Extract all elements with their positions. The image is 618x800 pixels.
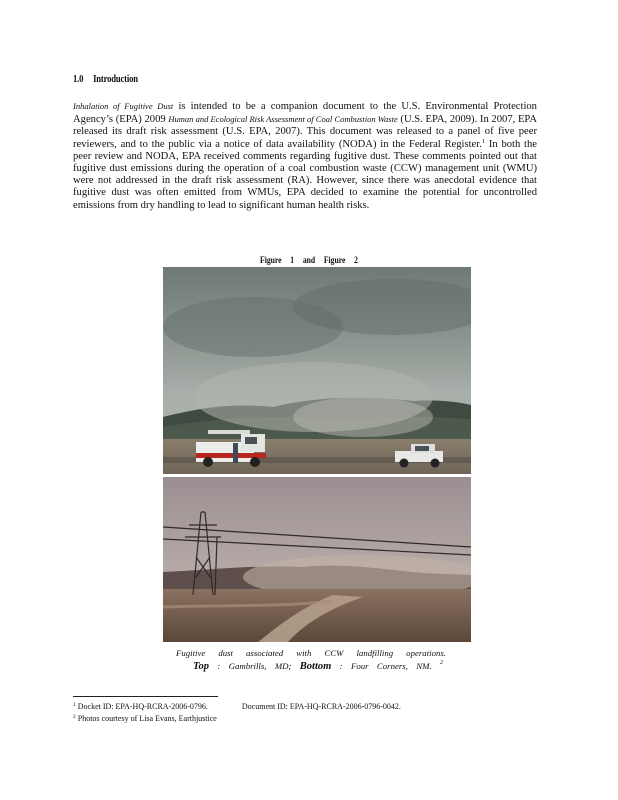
caption-bottom-text: : Four Corners, NM. (339, 661, 432, 671)
paragraph-text-1: is intended to be a companion document to the U.S. Environmental Protection Agency’s (EPA) 2009 (73, 101, 537, 126)
footnote-divider (73, 696, 218, 697)
footnote-ref-2[interactable]: 2 (440, 660, 444, 666)
section-heading (73, 74, 138, 85)
section-number: 1.0 (73, 74, 84, 85)
assessment-title-italic: Human and Ecological Risk Assessment of Coal Combustion Waste (168, 114, 398, 125)
figure-caption-line2 (193, 661, 443, 672)
footnote-2-credit: Photos courtesy of Lisa Evans, Earthjustice (77, 714, 217, 723)
paragraph-text-2: (U.S. EPA, 2009). In 2007, EPA released its draft risk assessment (U.S. EPA, 2007). This document was released to a panel of five peer reviewers, and to the public via a notice of data availability (NODA) in the Federal Register. (73, 114, 537, 150)
photo-four-corners (163, 477, 471, 642)
footnote-1-mark: 1 (73, 702, 76, 708)
photo-gambrills (163, 267, 471, 474)
footnote-2-mark: 2 (73, 714, 76, 720)
footnote-1 (73, 702, 401, 711)
caption-bottom-label: Bottom (299, 661, 332, 672)
footnote-ref-1[interactable]: 1 (481, 137, 486, 145)
figure-title: Figure 1 and Figure 2 (260, 255, 358, 265)
footnote-1-docket: Docket ID: EPA-HQ-RCRA-2006-0796. (77, 702, 208, 711)
figure-caption-line1: Fugitive dust associated with CCW landfilling operations. (176, 648, 446, 658)
footnote-2 (73, 714, 217, 723)
intro-paragraph (73, 100, 537, 212)
section-title: Introduction (93, 74, 138, 85)
caption-top-text: : Gambrills, MD; (217, 661, 292, 671)
caption-top-label: Top (193, 661, 209, 672)
report-title-italic: Inhalation of Fugitive Dust (73, 101, 174, 111)
footnote-1-document: Document ID: EPA-HQ-RCRA-2006-0796-0042. (241, 702, 401, 711)
paragraph-text-3: In both the peer review and NODA, EPA received comments regarding fugitive dust. These comments pointed out that fugitive dust emissions during the operation of a coal combustion waste (CCW) management unit (WMU) were not addressed in the draft risk assessment (RA). However, since there was anecdotal evidence that fugitive dust was often emitted from WMUs, EPA decided to examine the potential for uncontrolled emissions from dry handling to lead to significant human health risks. (73, 138, 537, 211)
